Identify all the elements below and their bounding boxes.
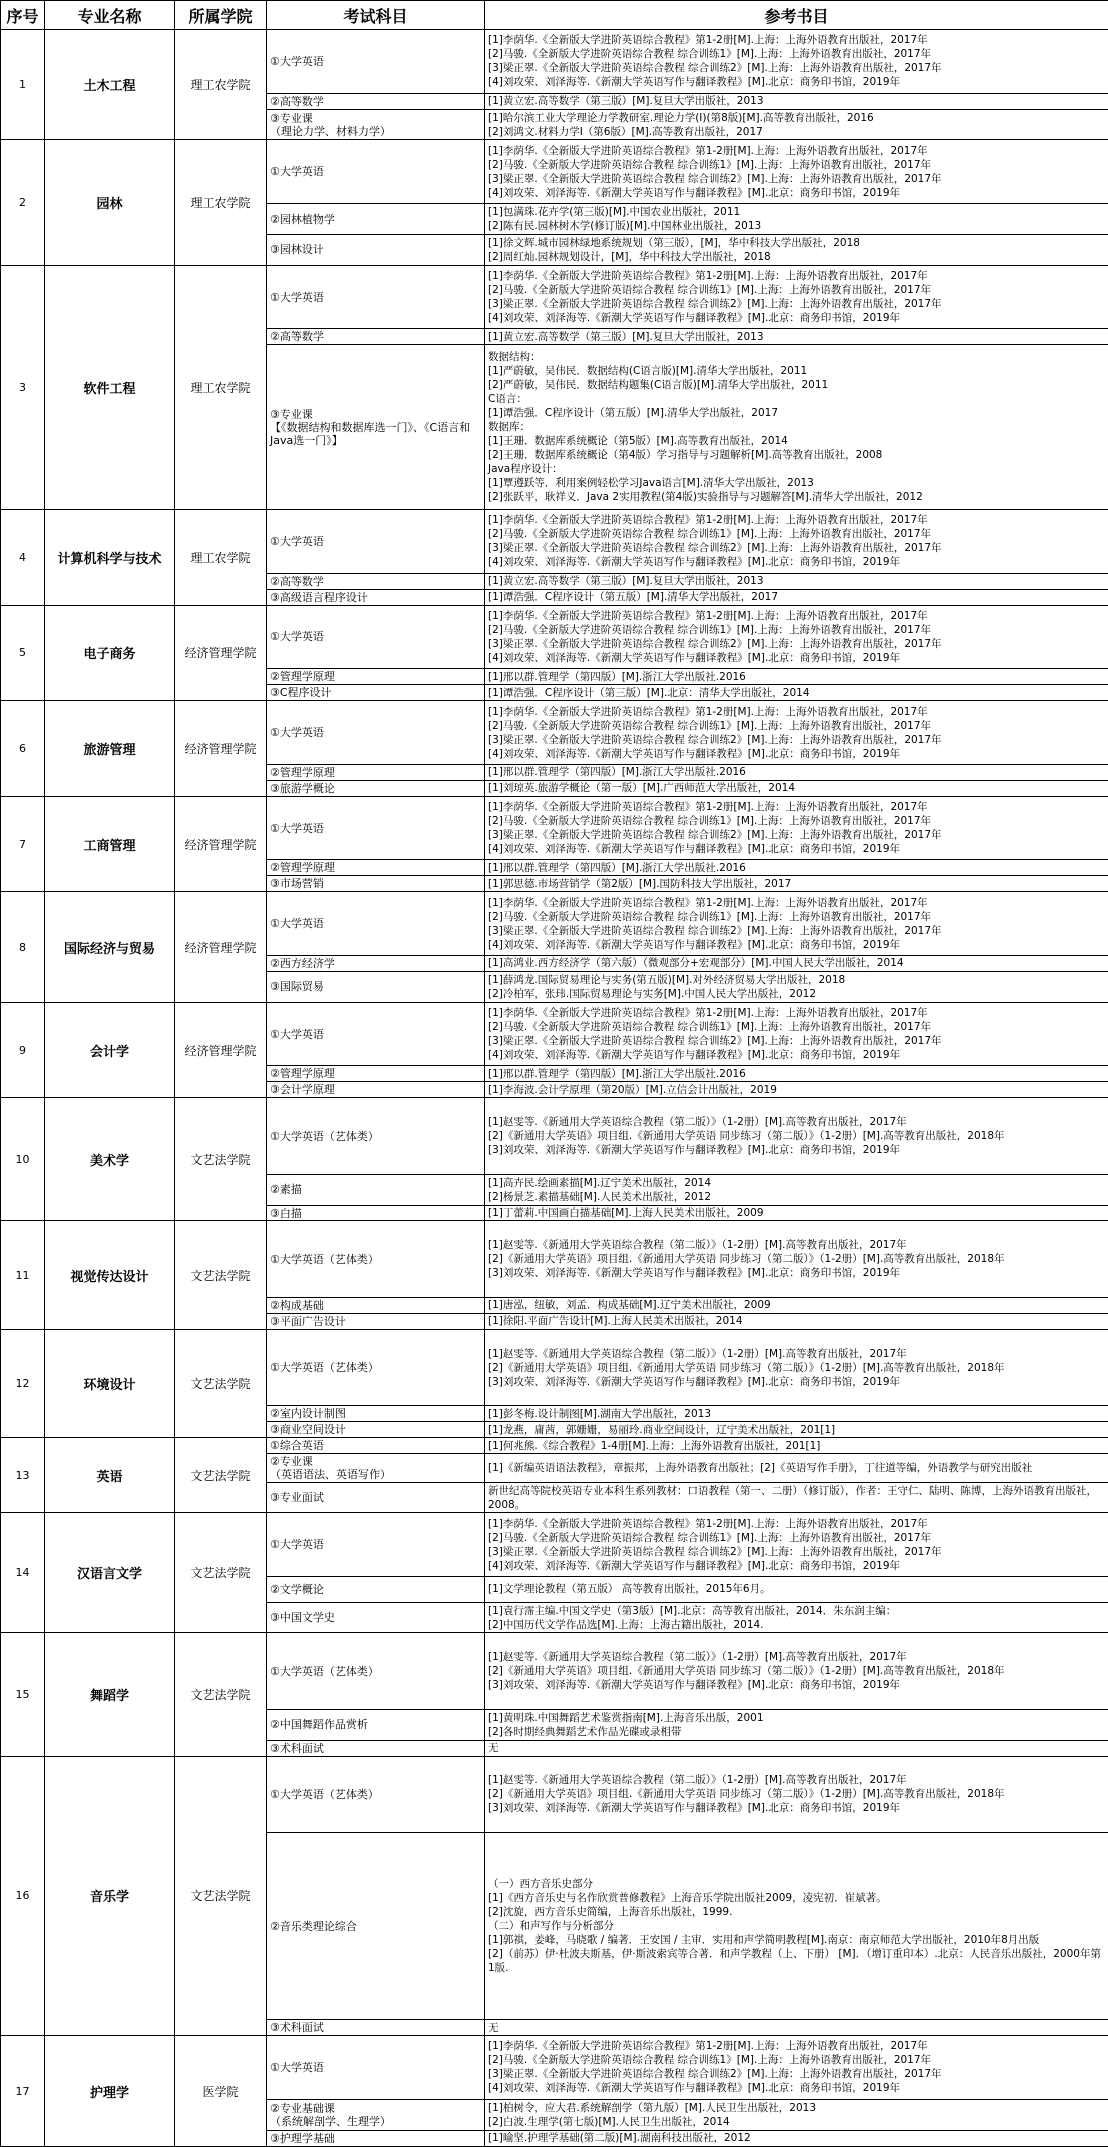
- reference-books: [1]李海波.会计学原理（第20版）[M].立信会计出版社，2019: [485, 1082, 1108, 1098]
- reference-books: [1]李荫华.《全新版大学进阶英语综合教程》第1-2册[M].上海：上海外语教育出版社，2017年 [2]马骏.《全新版大学进阶英语综合教程 综合训练1》[M].上海：上海外语教育出版社，2017年 [3]梁正翠.《全新版大学进阶英语综合教程 综合训练2》[M].上海：上海外语教育出版社，2017年 [4]刘攻荣、刘泽海等.《新潮大学英语写作与翻译教程》[M].北京：商务印书馆，2019年: [485, 30, 1108, 94]
- row-seq-number: 12: [1, 1329, 45, 1437]
- exam-subject: ①大学英语: [267, 2036, 485, 2100]
- reference-books: [1]邢以群.管理学（第四版）[M].浙江大学出版社.2016: [485, 860, 1108, 876]
- exam-subject: ③旅游学概论: [267, 780, 485, 796]
- exam-subject: ②管理学原理: [267, 1066, 485, 1082]
- exam-subject: ③园林设计: [267, 234, 485, 265]
- reference-books: 新世纪高等院校英语专业本科生系列教材：口语教程（第一、二册）（修订版），作者：王守仁、陆明、陈博，上海外语教育出版社，2008。: [485, 1482, 1108, 1513]
- row-seq-number: 16: [1, 1756, 45, 2035]
- major-name: 美术学: [45, 1098, 175, 1221]
- reference-books: [1]李荫华.《全新版大学进阶英语综合教程》第1-2册[M].上海：上海外语教育出版社，2017年 [2]马骏.《全新版大学进阶英语综合教程 综合训练1》[M].上海：上海外语教育出版社，2017年 [3]梁正翠.《全新版大学进阶英语综合教程 综合训练2》[M].上海：上海外语教育出版社，2017年 [4]刘攻荣、刘泽海等.《新潮大学英语写作与翻译教程》[M].北京：商务印书馆，2019年: [485, 1002, 1108, 1066]
- exam-subject: ③C程序设计: [267, 685, 485, 701]
- exam-subject: ①大学英语: [267, 1513, 485, 1577]
- exam-subject: ③国际贸易: [267, 971, 485, 1002]
- exam-subject: ①大学英语: [267, 510, 485, 574]
- exam-subject: ②高等数学: [267, 329, 485, 345]
- reference-books: [1]赵雯等.《新通用大学英语综合教程（第二版）》（1-2册）[M].高等教育出版社，2017年 [2]《新通用大学英语》项目组.《新通用大学英语 同步练习（第二版）》（1-2册）[M].高等教育出版社，2018年 [3]刘攻荣、刘泽海等.《新潮大学英语写作与翻译教程》[M].北京：商务印书馆，2019年: [485, 1329, 1108, 1405]
- table-row: [1, 1098, 1108, 1174]
- reference-books: [1]赵雯等.《新通用大学英语综合教程（第二版）》（1-2册）[M].高等教育出版社，2017年 [2]《新通用大学英语》项目组.《新通用大学英语 同步练习（第二版）》（1-2册）[M].高等教育出版社，2018年 [3]刘攻荣、刘泽海等.《新潮大学英语写作与翻译教程》[M].北京：商务印书馆，2019年: [485, 1221, 1108, 1297]
- header-seq: 序号: [1, 1, 45, 30]
- reference-books: [1]《新编英语语法教程》，章振邦，上海外语教育出版社；[2]《英语写作手册》，丁往道等编，外语教学与研究出版社: [485, 1454, 1108, 1483]
- exam-subject: ①大学英语（艺体类）: [267, 1633, 485, 1709]
- college-name: 经济管理学院: [175, 701, 267, 797]
- exam-subject: ③术科面试: [267, 2020, 485, 2036]
- exam-subject: ②园林植物学: [267, 204, 485, 235]
- table-row: [1, 1756, 1108, 1832]
- major-name: 工商管理: [45, 796, 175, 892]
- row-seq-number: 4: [1, 510, 45, 606]
- reference-books: [1]赵雯等.《新通用大学英语综合教程（第二版）》（1-2册）[M].高等教育出版社，2017年 [2]《新通用大学英语》项目组.《新通用大学英语 同步练习（第二版）》（1-2册）[M].高等教育出版社，2018年 [3]刘攻荣、刘泽海等.《新潮大学英语写作与翻译教程》[M].北京：商务印书馆，2019年: [485, 1098, 1108, 1174]
- header-major: 专业名称: [45, 1, 175, 30]
- table-body: [1, 30, 1108, 2147]
- reference-books: [1]李荫华.《全新版大学进阶英语综合教程》第1-2册[M].上海：上海外语教育出版社，2017年 [2]马骏.《全新版大学进阶英语综合教程 综合训练1》[M].上海：上海外语教育出版社，2017年 [3]梁正翠.《全新版大学进阶英语综合教程 综合训练2》[M].上海：上海外语教育出版社，2017年 [4]刘攻荣、刘泽海等.《新潮大学英语写作与翻译教程》[M].北京：商务印书馆，2019年: [485, 140, 1108, 204]
- college-name: 文艺法学院: [175, 1438, 267, 1513]
- table-row: [1, 701, 1108, 765]
- reference-books: [1]高鸿业.西方经济学（第六版）（微观部分+宏观部分）[M].中国人民大学出版社，2014: [485, 956, 1108, 972]
- college-name: 经济管理学院: [175, 605, 267, 701]
- exam-subject: ②管理学原理: [267, 764, 485, 780]
- reference-books: [1]哈尔滨工业大学理论力学教研室.理论力学(I)(第8版)[M].高等教育出版社，2016 [2]刘鸿文.材料力学I（第6版）[M].高等教育出版社，2017: [485, 109, 1108, 140]
- college-name: 理工农学院: [175, 265, 267, 509]
- reference-books: [1]包满珠.花卉学(第三版)[M].中国农业出版社，2011 [2]陈有民.园林树木学(修订版)[M].中国林业出版社，2013: [485, 204, 1108, 235]
- reference-books: [1]高卉民.绘画素描[M].辽宁美术出版社，2014 [2]杨景芝.素描基础[M].人民美术出版社，2012: [485, 1174, 1108, 1205]
- reference-books: [1]邢以群.管理学（第四版）[M].浙江大学出版社.2016: [485, 669, 1108, 685]
- reference-books: [1]李荫华.《全新版大学进阶英语综合教程》第1-2册[M].上海：上海外语教育出版社，2017年 [2]马骏.《全新版大学进阶英语综合教程 综合训练1》[M].上海：上海外语教育出版社，2017年 [3]梁正翠.《全新版大学进阶英语综合教程 综合训练2》[M].上海：上海外语教育出版社，2017年 [4]刘攻荣、刘泽海等.《新潮大学英语写作与翻译教程》[M].北京：商务印书馆，2019年: [485, 1513, 1108, 1577]
- major-name: 计算机科学与技术: [45, 510, 175, 606]
- exam-subject: ①大学英语（艺体类）: [267, 1329, 485, 1405]
- major-name: 音乐学: [45, 1756, 175, 2035]
- table-row: [1, 510, 1108, 574]
- exam-subject: ③术科面试: [267, 1740, 485, 1756]
- reference-books: [1]唐泓，纽敏，刘孟．构成基础[M].辽宁美术出版社，2009: [485, 1297, 1108, 1313]
- major-name: 视觉传达设计: [45, 1221, 175, 1329]
- table-row: [1, 2036, 1108, 2100]
- table-row: [1, 140, 1108, 204]
- exam-subject: ③专业课 （理论力学、材料力学）: [267, 109, 485, 140]
- row-seq-number: 8: [1, 892, 45, 1002]
- college-name: 文艺法学院: [175, 1329, 267, 1437]
- exam-subject: ①大学英语: [267, 796, 485, 860]
- table-row: [1, 892, 1108, 956]
- exam-subject: ①大学英语（艺体类）: [267, 1098, 485, 1174]
- exam-subject: ②管理学原理: [267, 860, 485, 876]
- reference-books: [1]刘琼英.旅游学概论（第一版）[M].广西师范大学出版社，2014: [485, 780, 1108, 796]
- reference-books: [1]邢以群.管理学（第四版）[M].浙江大学出版社.2016: [485, 764, 1108, 780]
- exam-subject: ①综合英语: [267, 1438, 485, 1454]
- major-name: 国际经济与贸易: [45, 892, 175, 1002]
- college-name: 文艺法学院: [175, 1098, 267, 1221]
- exam-subject: ③市场营销: [267, 876, 485, 892]
- reference-books: [1]李荫华.《全新版大学进阶英语综合教程》第1-2册[M].上海：上海外语教育出版社，2017年 [2]马骏.《全新版大学进阶英语综合教程 综合训练1》[M].上海：上海外语教育出版社，2017年 [3]梁正翠.《全新版大学进阶英语综合教程 综合训练2》[M].上海：上海外语教育出版社，2017年 [4]刘攻荣、刘泽海等.《新潮大学英语写作与翻译教程》[M].北京：商务印书馆，2019年: [485, 701, 1108, 765]
- reference-books: [1]柏树令，应大君.系统解剖学（第九版）[M].人民卫生出版社，2013 [2]白波.生理学(第七版)[M].人民卫生出版社，2014: [485, 2099, 1108, 2130]
- exam-subject: ②素描: [267, 1174, 485, 1205]
- exam-subject: ①大学英语: [267, 892, 485, 956]
- reference-books: [1]何兆熊.《综合教程》1-4册[M].上海：上海外语教育出版社，201[1]: [485, 1438, 1108, 1454]
- major-name: 英语: [45, 1438, 175, 1513]
- reference-books: [1]彭冬梅.设计制图[M].湖南大学出版社，2013: [485, 1406, 1108, 1422]
- row-seq-number: 13: [1, 1438, 45, 1513]
- exam-subject: ②文学概论: [267, 1577, 485, 1602]
- reference-books: （一）西方音乐史部分 [1]《西方音乐史与名作欣赏普修教程》上海音乐学院出版社2009，凌宪初．崔斌著。 [2]沈旋，西方音乐史简编，上海音乐出版社，1999. （二）和声写作与分析部分 [1]郭祺，姜峰，马晓歌 / 编著．王安国 / 主审．实用和声学简明教程[M].南京：南京师范大学出版社，2010年8月出版 [2]（前苏）伊·杜波夫斯基，伊·斯波索宾等合著．和声学教程（上、下册） [M]．（增订重印本）.北京：人民音乐出版社，2000年第1版.: [485, 1833, 1108, 2020]
- table-row: [1, 1438, 1108, 1454]
- row-seq-number: 5: [1, 605, 45, 701]
- exam-subject: ①大学英语（艺体类）: [267, 1221, 485, 1297]
- exam-subject: ③专业面试: [267, 1482, 485, 1513]
- exam-subject: ③商业空间设计: [267, 1422, 485, 1438]
- reference-books: [1]黄明珠.中国舞蹈艺术鉴赏指南[M].上海音乐出版，2001 [2]各时期经典舞蹈艺术作品光碟或录相带: [485, 1709, 1108, 1740]
- reference-books: [1]李荫华.《全新版大学进阶英语综合教程》第1-2册[M].上海：上海外语教育出版社，2017年 [2]马骏.《全新版大学进阶英语综合教程 综合训练1》[M].上海：上海外语教育出版社，2017年 [3]梁正翠.《全新版大学进阶英语综合教程 综合训练2》[M].上海：上海外语教育出版社，2017年 [4]刘攻荣、刘泽海等.《新潮大学英语写作与翻译教程》[M].北京：商务印书馆，2019年: [485, 2036, 1108, 2100]
- row-seq-number: 9: [1, 1002, 45, 1098]
- reference-books: [1]喻坚.护理学基础(第二版)[M].湖南科技出版社，2012: [485, 2130, 1108, 2146]
- header-subjects: 考试科目: [267, 1, 485, 30]
- exam-subject: ②室内设计制图: [267, 1406, 485, 1422]
- college-name: 文艺法学院: [175, 1221, 267, 1329]
- major-name: 软件工程: [45, 265, 175, 509]
- table-row: [1, 796, 1108, 860]
- exam-subject: ③高级语言程序设计: [267, 589, 485, 605]
- row-seq-number: 1: [1, 30, 45, 140]
- reference-books: [1]丁蕾莉.中国画白描基础[M].上海人民美术出版社，2009: [485, 1205, 1108, 1221]
- reference-books: [1]徐文辉.城市园林绿地系统规划（第三版），[M]，华中科技大学出版社，2018 [2]周红灿.园林规划设计，[M]，华中科技大学出版社，2018: [485, 234, 1108, 265]
- reference-books: [1]黄立宏.高等数学（第三版）[M].复旦大学出版社，2013: [485, 573, 1108, 589]
- reference-books: [1]谭浩强．C程序设计（第三版）[M].北京：清华大学出版社，2014: [485, 685, 1108, 701]
- row-seq-number: 11: [1, 1221, 45, 1329]
- major-name: 会计学: [45, 1002, 175, 1098]
- row-seq-number: 3: [1, 265, 45, 509]
- exam-subject: ③护理学基础: [267, 2130, 485, 2146]
- reference-books: 无: [485, 2020, 1108, 2036]
- table-row: [1, 265, 1108, 329]
- college-name: 经济管理学院: [175, 1002, 267, 1098]
- exam-subject: ②高等数学: [267, 93, 485, 109]
- table-row: [1, 30, 1108, 94]
- table-header-row: [1, 1, 1108, 30]
- exam-subject: ①大学英语: [267, 1002, 485, 1066]
- exam-subject: ②中国舞蹈作品赏析: [267, 1709, 485, 1740]
- row-seq-number: 10: [1, 1098, 45, 1221]
- row-seq-number: 14: [1, 1513, 45, 1633]
- exam-subject: ③平面广告设计: [267, 1313, 485, 1329]
- reference-books: [1]赵雯等.《新通用大学英语综合教程（第二版）》（1-2册）[M].高等教育出版社，2017年 [2]《新通用大学英语》项目组.《新通用大学英语 同步练习（第二版）》（1-2册）[M].高等教育出版社，2018年 [3]刘攻荣、刘泽海等.《新潮大学英语写作与翻译教程》[M].北京：商务印书馆，2019年: [485, 1756, 1108, 1832]
- college-name: 文艺法学院: [175, 1633, 267, 1756]
- header-books: 参考书目: [485, 1, 1108, 30]
- reference-books: [1]邢以群.管理学（第四版）[M].浙江大学出版社.2016: [485, 1066, 1108, 1082]
- row-seq-number: 15: [1, 1633, 45, 1756]
- row-seq-number: 17: [1, 2036, 45, 2147]
- table-row: [1, 1329, 1108, 1405]
- row-seq-number: 7: [1, 796, 45, 892]
- reference-books: [1]袁行霈主编.中国文学史（第3版）[M].北京：高等教育出版社，2014．朱东润主编： [2]中国历代文学作品选[M].上海：上海古籍出版社，2014.: [485, 1602, 1108, 1633]
- reference-books: 无: [485, 1740, 1108, 1756]
- reference-books: [1]文学理论教程（第五版） 高等教育出版社，2015年6月。: [485, 1577, 1108, 1602]
- major-name: 电子商务: [45, 605, 175, 701]
- reference-books: [1]龙燕，庸茜，郭姗姗，易丽玲.商业空间设计，辽宁美术出版社，201[1]: [485, 1422, 1108, 1438]
- exam-subject: ②专业基础课 （系统解剖学、生理学）: [267, 2099, 485, 2130]
- major-name: 汉语言文学: [45, 1513, 175, 1633]
- exam-subject: ②构成基础: [267, 1297, 485, 1313]
- reference-books: 数据结构： [1]严蔚敏，吴伟民．数据结构(C语言版)[M].清华大学出版社，2011 [2]严蔚敏，吴伟民．数据结构题集(C语言版)[M].清华大学出版社，2011 C语言： [1]谭浩强．C程序设计（第五版）[M].清华大学出版社，2017 数据库： [1]王珊．数据库系统概论（第5版）[M].高等教育出版社，2014 [2]王珊．数据库系统概论（第4版）学习指导与习题解析[M].高等教育出版社，2008 Java程序设计： [1]覃遵跃等．利用案例轻松学习Java语言[M].清华大学出版社，2013 [2]张跃平，耿祥义．Java 2实用教程(第4版)实验指导与习题解答[M].清华大学出版社，2012: [485, 345, 1108, 510]
- major-name: 护理学: [45, 2036, 175, 2147]
- reference-books: [1]谭浩强．C程序设计（第五版）[M].清华大学出版社，2017: [485, 589, 1108, 605]
- table-row: [1, 1002, 1108, 1066]
- table-row: [1, 1221, 1108, 1297]
- reference-books: [1]徐阳.平面广告设计[M].上海人民美术出版社，2014: [485, 1313, 1108, 1329]
- table-row: [1, 1513, 1108, 1577]
- reference-books: [1]李荫华.《全新版大学进阶英语综合教程》第1-2册[M].上海：上海外语教育出版社，2017年 [2]马骏.《全新版大学进阶英语综合教程 综合训练1》[M].上海：上海外语教育出版社，2017年 [3]梁正翠.《全新版大学进阶英语综合教程 综合训练2》[M].上海：上海外语教育出版社，2017年 [4]刘攻荣、刘泽海等.《新潮大学英语写作与翻译教程》[M].北京：商务印书馆，2019年: [485, 892, 1108, 956]
- exam-subject: ①大学英语: [267, 140, 485, 204]
- reference-books: [1]黄立宏.高等数学（第三版）[M].复旦大学出版社，2013: [485, 93, 1108, 109]
- reference-books: [1]李荫华.《全新版大学进阶英语综合教程》第1-2册[M].上海：上海外语教育出版社，2017年 [2]马骏.《全新版大学进阶英语综合教程 综合训练1》[M].上海：上海外语教育出版社，2017年 [3]梁正翠.《全新版大学进阶英语综合教程 综合训练2》[M].上海：上海外语教育出版社，2017年 [4]刘攻荣、刘泽海等.《新潮大学英语写作与翻译教程》[M].北京：商务印书馆，2019年: [485, 605, 1108, 669]
- reference-books: [1]薛鸿龙.国际贸易理论与实务(第五版)[M].对外经济贸易大学出版社，2018 [2]冷柏军，张玮.国际贸易理论与实务[M].中国人民大学出版社，2012: [485, 971, 1108, 1002]
- reference-books: [1]李荫华.《全新版大学进阶英语综合教程》第1-2册[M].上海：上海外语教育出版社，2017年 [2]马骏.《全新版大学进阶英语综合教程 综合训练1》[M].上海：上海外语教育出版社，2017年 [3]梁正翠.《全新版大学进阶英语综合教程 综合训练2》[M].上海：上海外语教育出版社，2017年 [4]刘攻荣、刘泽海等.《新潮大学英语写作与翻译教程》[M].北京：商务印书馆，2019年: [485, 796, 1108, 860]
- major-name: 舞蹈学: [45, 1633, 175, 1756]
- college-name: 经济管理学院: [175, 796, 267, 892]
- major-name: 园林: [45, 140, 175, 265]
- exam-subject: ②管理学原理: [267, 669, 485, 685]
- exam-subject: ①大学英语: [267, 30, 485, 94]
- college-name: 理工农学院: [175, 510, 267, 606]
- exam-subject: ③专业课 【《数据结构和数据库选一门》、《C语言和Java选一门》】: [267, 345, 485, 510]
- exam-subject: ③会计学原理: [267, 1082, 485, 1098]
- major-name: 环境设计: [45, 1329, 175, 1437]
- major-name: 旅游管理: [45, 701, 175, 797]
- college-name: 文艺法学院: [175, 1756, 267, 2035]
- college-name: 文艺法学院: [175, 1513, 267, 1633]
- exam-subject: ①大学英语: [267, 701, 485, 765]
- row-seq-number: 2: [1, 140, 45, 265]
- reference-books: [1]赵雯等.《新通用大学英语综合教程（第二版）》（1-2册）[M].高等教育出版社，2017年 [2]《新通用大学英语》项目组.《新通用大学英语 同步练习（第二版）》（1-2册）[M].高等教育出版社，2018年 [3]刘攻荣、刘泽海等.《新潮大学英语写作与翻译教程》[M].北京：商务印书馆，2019年: [485, 1633, 1108, 1709]
- college-name: 理工农学院: [175, 30, 267, 140]
- college-name: 医学院: [175, 2036, 267, 2147]
- college-name: 理工农学院: [175, 140, 267, 265]
- reference-books: [1]黄立宏.高等数学（第三版）[M].复旦大学出版社，2013: [485, 329, 1108, 345]
- header-college: 所属学院: [175, 1, 267, 30]
- reference-books: [1]李荫华.《全新版大学进阶英语综合教程》第1-2册[M].上海：上海外语教育出版社，2017年 [2]马骏.《全新版大学进阶英语综合教程 综合训练1》[M].上海：上海外语教育出版社，2017年 [3]梁正翠.《全新版大学进阶英语综合教程 综合训练2》[M].上海：上海外语教育出版社，2017年 [4]刘攻荣、刘泽海等.《新潮大学英语写作与翻译教程》[M].北京：商务印书馆，2019年: [485, 265, 1108, 329]
- exam-subject: ②音乐类理论综合: [267, 1833, 485, 2020]
- row-seq-number: 6: [1, 701, 45, 797]
- college-name: 经济管理学院: [175, 892, 267, 1002]
- table-row: [1, 605, 1108, 669]
- exam-subject: ①大学英语（艺体类）: [267, 1756, 485, 1832]
- exam-subject: ③中国文学史: [267, 1602, 485, 1633]
- reference-books: [1]郭思德.市场营销学（第2版）[M].国防科技大学出版社，2017: [485, 876, 1108, 892]
- exam-subject: ②高等数学: [267, 573, 485, 589]
- major-name: 土木工程: [45, 30, 175, 140]
- exam-subject: ①大学英语: [267, 605, 485, 669]
- exam-subject: ③白描: [267, 1205, 485, 1221]
- exam-subject: ①大学英语: [267, 265, 485, 329]
- table-row: [1, 1633, 1108, 1709]
- exam-subject: ②专业课 （英语语法、英语写作）: [267, 1454, 485, 1483]
- exam-subject: ②西方经济学: [267, 956, 485, 972]
- reference-books: [1]李荫华.《全新版大学进阶英语综合教程》第1-2册[M].上海：上海外语教育出版社，2017年 [2]马骏.《全新版大学进阶英语综合教程 综合训练1》[M].上海：上海外语教育出版社，2017年 [3]梁正翠.《全新版大学进阶英语综合教程 综合训练2》[M].上海：上海外语教育出版社，2017年 [4]刘攻荣、刘泽海等.《新潮大学英语写作与翻译教程》[M].北京：商务印书馆，2019年: [485, 510, 1108, 574]
